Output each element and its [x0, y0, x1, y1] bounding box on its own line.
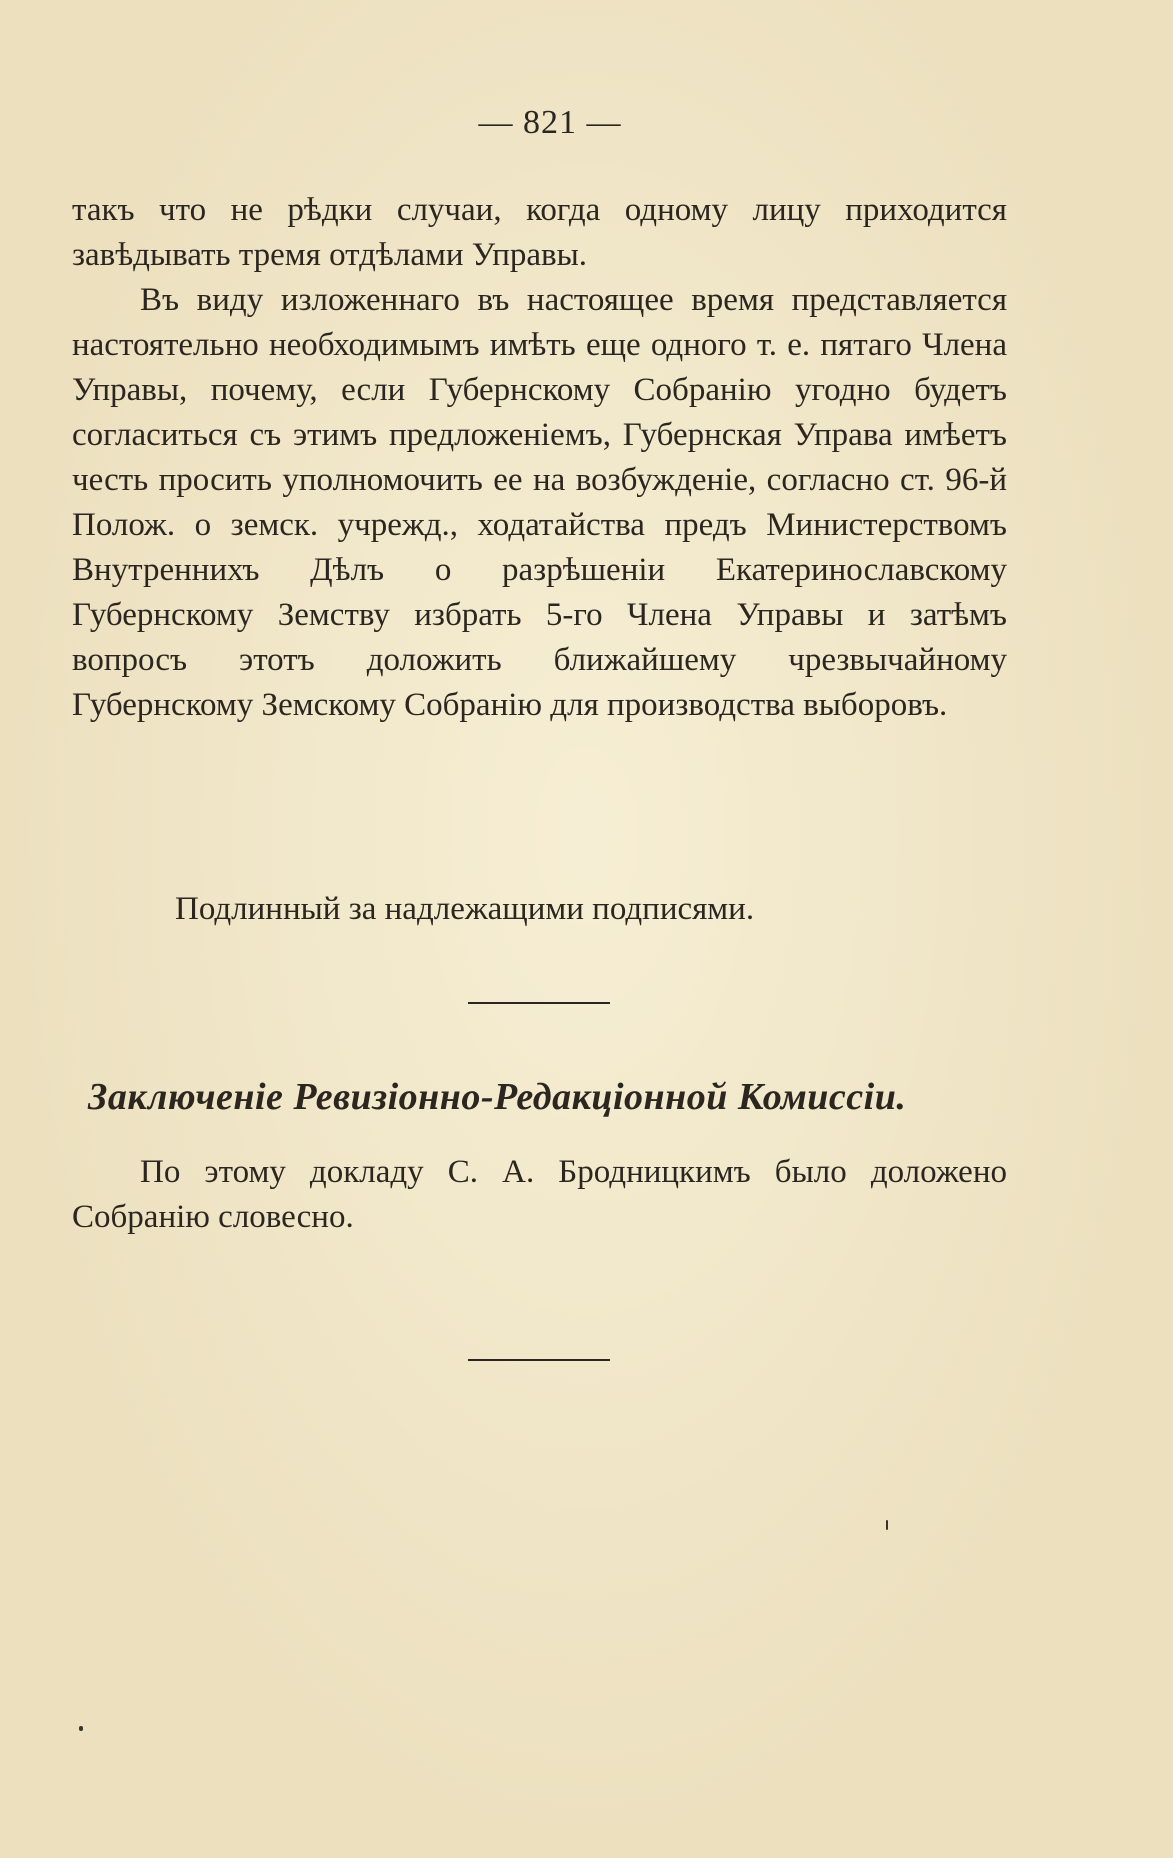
page-number: — 821 —	[478, 104, 622, 141]
divider-rule-bottom	[468, 1359, 610, 1361]
ink-speck	[79, 1726, 83, 1731]
divider-rule	[468, 1002, 610, 1004]
conclusion-text	[72, 1150, 1007, 1240]
section-heading: Заключеніе Ревизіонно-Редакціонной Комиссіи.	[88, 1076, 907, 1118]
paragraph-continuation: такъ что не рѣдки случаи, когда одному лицу приходится завѣдывать тремя отдѣлами Управы.	[72, 192, 1007, 273]
paragraph-proposal: Въ виду изложеннаго въ настоящее время представляется настоятельно необходимымъ имѣть еще одного т. е. пятаго Члена Управы, почему, если Губернскому Собранію угодно будетъ согласиться съ этимъ предложеніемъ, Губернская Управа имѣетъ честь просить уполномочить ее на возбужденіе, согласно ст. 96-й Полож. о земск. учрежд., ходатайства предъ Министерствомъ Внутреннихъ Дѣлъ о разрѣшеніи Екатеринославскому Губернскому Земству избрать 5-го Члена Управы и затѣмъ вопросъ этотъ доложить ближайшему чрезвычайному Губернскому Земскому Собранію для производства выборовъ.	[72, 282, 1007, 723]
paragraph-conclusion: По этому докладу С. А. Бродницкимъ было доложено Собранію словесно.	[72, 1154, 1007, 1235]
main-text	[72, 188, 1007, 728]
signature-note: Подлинный за надлежащими подписями.	[175, 891, 755, 927]
ink-speck	[886, 1520, 888, 1530]
